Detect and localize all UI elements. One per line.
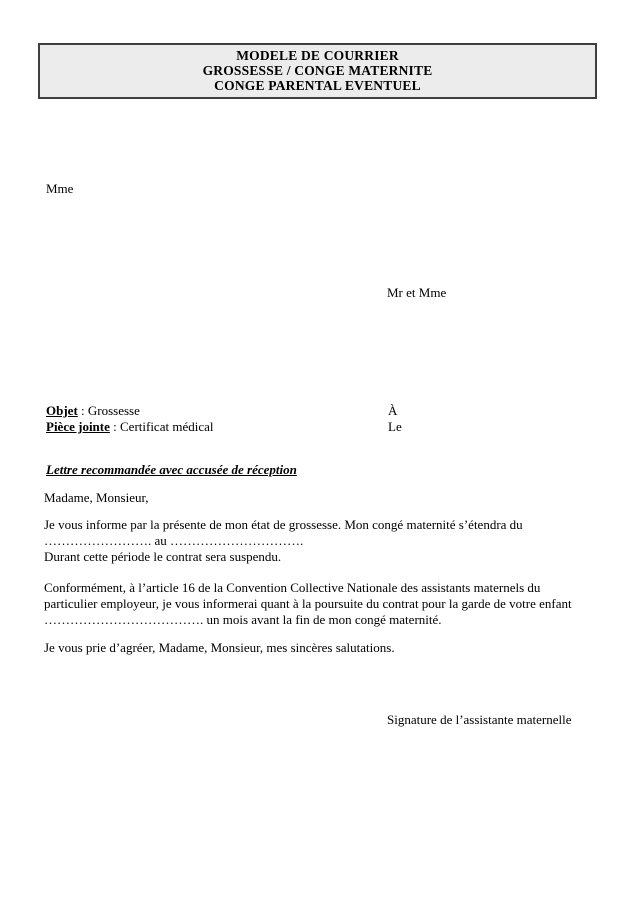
header-title-line-3: CONGE PARENTAL EVENTUEL bbox=[214, 78, 421, 93]
piece-jointe-row bbox=[46, 419, 213, 435]
signature-label: Signature de l’assistante maternelle bbox=[387, 712, 572, 727]
salutation-line: Madame, Monsieur, bbox=[44, 490, 149, 505]
registered-mail-line: Lettre recommandée avec accusée de réception bbox=[46, 462, 297, 477]
sender-mme-label: Mme bbox=[46, 181, 74, 196]
objet-label: Objet bbox=[46, 403, 78, 418]
paragraph-line: Je vous informe par la présente de mon état de grossesse. Mon congé maternité s’étendra du bbox=[44, 517, 523, 532]
paragraph-pregnancy-notice bbox=[44, 517, 523, 565]
date-label: Le bbox=[388, 419, 402, 434]
header-title-line-1: MODELE DE COURRIER bbox=[236, 48, 399, 63]
header-title-box bbox=[38, 43, 597, 99]
paragraph-line: Durant cette période le contrat sera suspendu. bbox=[44, 549, 282, 564]
paragraph-line: particulier employeur, je vous informerai quant à la poursuite du contrat pour la garde de votre enfant bbox=[44, 596, 572, 611]
header-title-line-2: GROSSESSE / CONGE MATERNITE bbox=[202, 63, 433, 78]
piece-jointe-label: Pièce jointe bbox=[46, 419, 110, 434]
objet-row bbox=[46, 403, 140, 419]
paragraph-line-dotted-dates: ……………………. au …………………………. bbox=[44, 533, 304, 548]
paragraph-line: Conformément, à l’article 16 de la Convention Collective Nationale des assistants maternels du bbox=[44, 580, 541, 595]
piece-jointe-value: : Certificat médical bbox=[109, 419, 214, 434]
paragraph-line-dotted-date: ………………………………. un mois avant la fin de mon congé maternité. bbox=[44, 612, 442, 627]
objet-value: : Grossesse bbox=[77, 403, 140, 418]
place-label: À bbox=[388, 403, 398, 418]
paragraph-contract-continuation bbox=[44, 580, 572, 628]
addressee-label: Mr et Mme bbox=[387, 285, 447, 300]
closing-line: Je vous prie d’agréer, Madame, Monsieur, mes sincères salutations. bbox=[44, 640, 395, 655]
